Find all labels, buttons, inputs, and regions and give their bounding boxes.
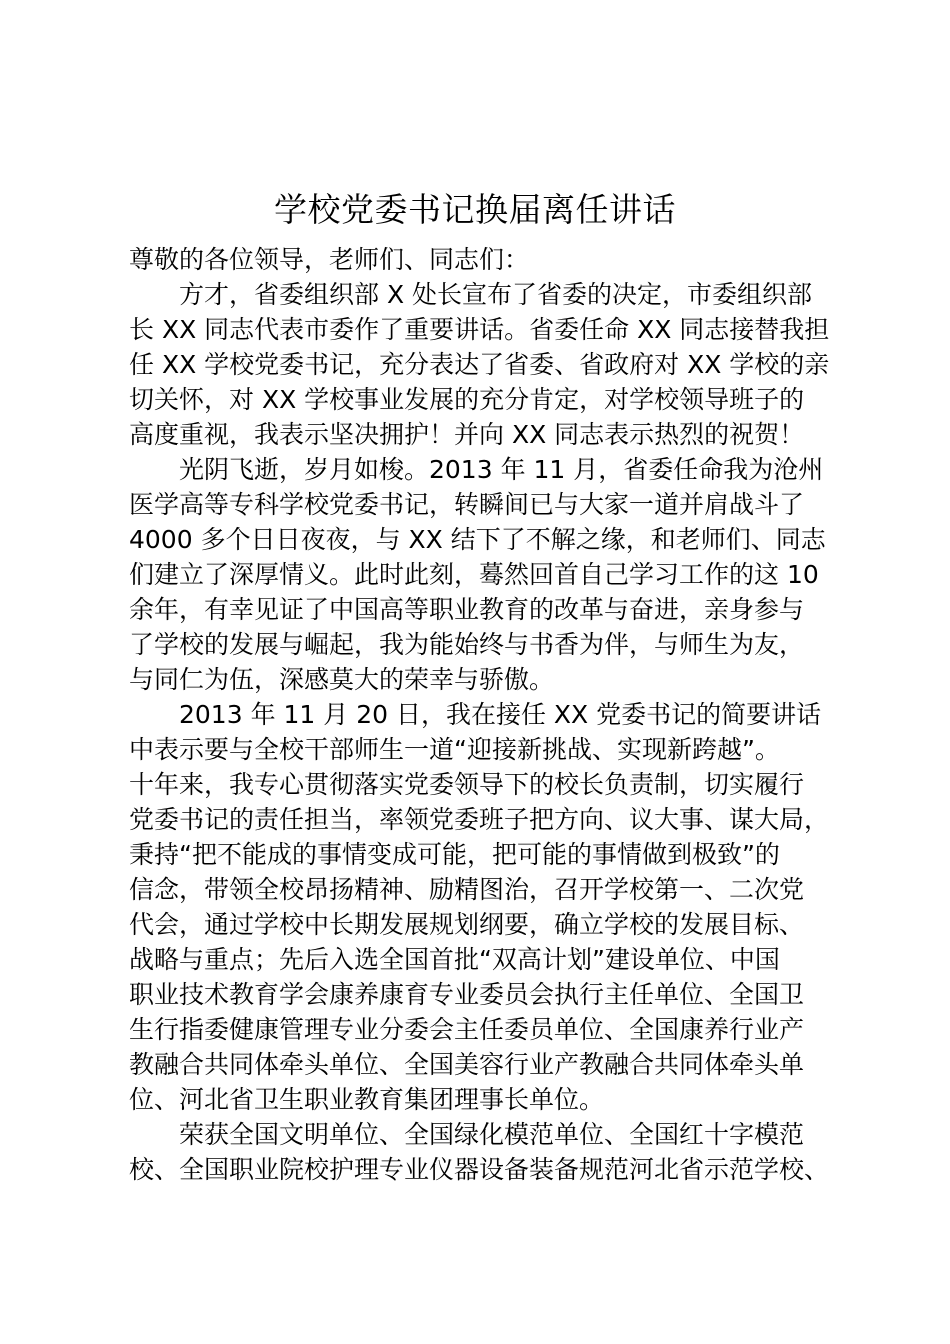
paragraph-first-line: 荣获全国文明单位、全国绿化模范单位、全国红十字模范 xyxy=(179,1120,805,1149)
paragraph-line: 教融合共同体牵头单位、全国美容行业产教融合共同体牵头单 xyxy=(129,1050,805,1079)
paragraph-line: 职业技术教育学会康养康育专业委员会执行主任单位、全国卫 xyxy=(129,980,805,1009)
paragraph-line: 秉持“把不能成的事情变成可能，把可能的事情做到极致”的 xyxy=(129,840,780,869)
paragraph-line: 们建立了深厚情义。此时此刻，蓦然回首自己学习工作的这 10 xyxy=(129,560,819,589)
paragraph-line: 位、河北省卫生职业教育集团理事长单位。 xyxy=(129,1085,605,1114)
paragraph-first-line: 方才，省委组织部 X 处长宣布了省委的决定，市委组织部 xyxy=(179,280,813,309)
paragraph-line: 代会，通过学校中长期发展规划纲要，确立学校的发展目标、 xyxy=(129,910,805,939)
paragraph-line: 战略与重点；先后入选全国首批“双高计划”建设单位、中国 xyxy=(129,945,780,974)
paragraph-line: 尊敬的各位领导，老师们、同志们： xyxy=(129,245,530,274)
paragraph-line: 十年来，我专心贯彻落实党委领导下的校长负责制，切实履行 xyxy=(129,770,805,799)
paragraph-line: 任 XX 学校党委书记，充分表达了省委、省政府对 XX 学校的亲 xyxy=(129,350,830,379)
document-body xyxy=(129,242,853,1187)
paragraph-line: 切关怀，对 XX 学校事业发展的充分肯定，对学校领导班子的 xyxy=(129,385,805,414)
paragraph-line: 了学校的发展与崛起，我为能始终与书香为伴，与师生为友， xyxy=(129,630,805,659)
paragraph-line: 生行指委健康管理专业分委会主任委员单位、全国康养行业产 xyxy=(129,1015,805,1044)
paragraph-first-line: 光阴飞逝，岁月如梭。2013 年 11 月，省委任命我为沧州 xyxy=(179,455,824,484)
paragraph-line: 4000 多个日日夜夜，与 XX 结下了不解之缘，和老师们、同志 xyxy=(129,525,826,554)
document-title: 学校党委书记换届离任讲话 xyxy=(274,190,676,229)
paragraph-line: 中表示要与全校干部师生一道“迎接新挑战、实现新跨越”。 xyxy=(129,735,780,764)
paragraph-line: 余年，有幸见证了中国高等职业教育的改革与奋进，亲身参与 xyxy=(129,595,805,624)
paragraph-line: 长 XX 同志代表市委作了重要讲话。省委任命 XX 同志接替我担 xyxy=(129,315,830,344)
paragraph-line: 医学高等专科学校党委书记，转瞬间已与大家一道并肩战斗了 xyxy=(129,490,805,519)
paragraph-line: 校、全国职业院校护理专业仪器设备装备规范河北省示范学校、 xyxy=(129,1155,830,1184)
paragraph-line: 信念，带领全校昂扬精神、励精图治，召开学校第一、二次党 xyxy=(129,875,805,904)
paragraph-line: 党委书记的责任担当，率领党委班子把方向、议大事、谋大局， xyxy=(129,805,830,834)
paragraph-line: 与同仁为伍，深感莫大的荣幸与骄傲。 xyxy=(129,665,555,694)
paragraph-line: 高度重视，我表示坚决拥护！并向 XX 同志表示热烈的祝贺！ xyxy=(129,420,805,449)
paragraph-first-line: 2013 年 11 月 20 日，我在接任 XX 党委书记的简要讲话 xyxy=(179,700,822,729)
